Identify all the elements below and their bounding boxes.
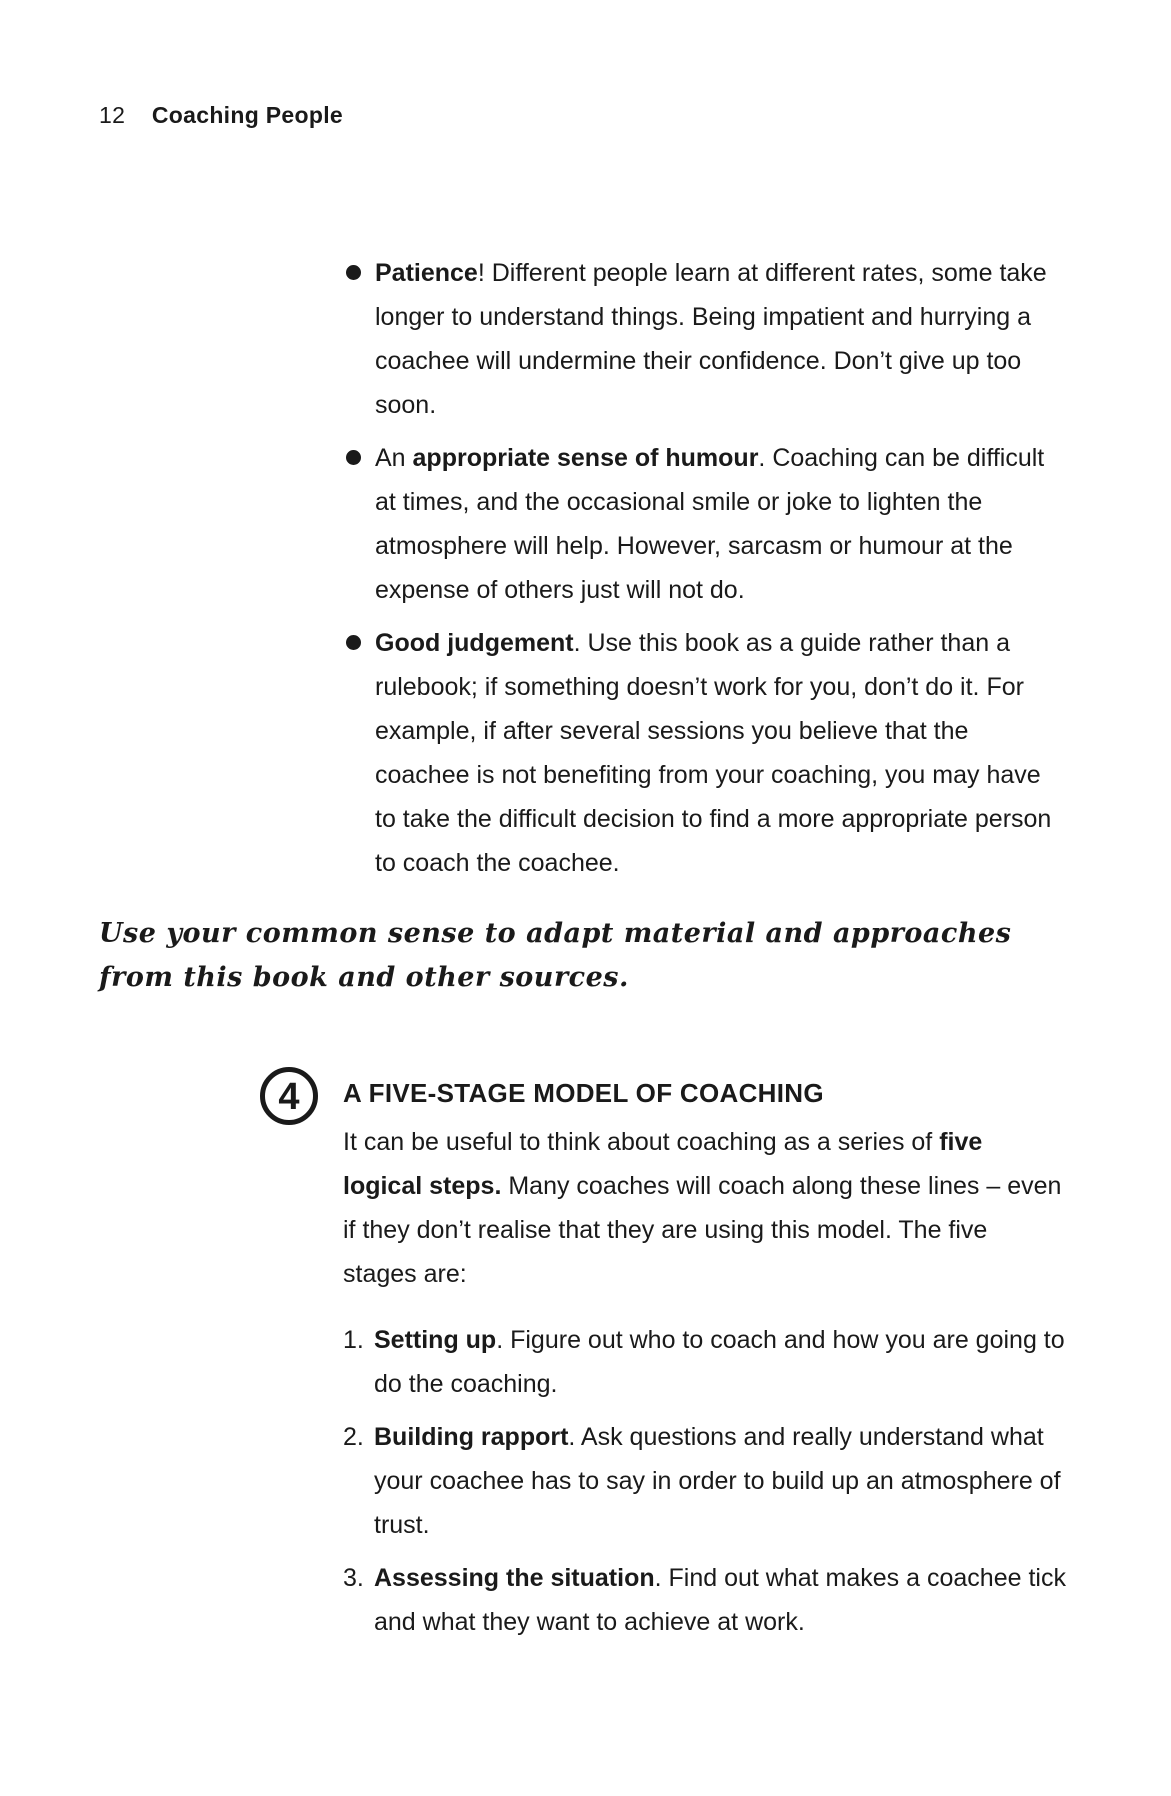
section-heading: A FIVE-STAGE MODEL OF COACHING bbox=[343, 1078, 824, 1108]
term: Patience bbox=[375, 259, 478, 287]
term: appropriate sense of humour bbox=[412, 444, 759, 472]
list-item: Patience! Different people learn at different rates, some take longer to understand things. Being impatient and hurrying a coachee will undermine their confidence. Don’t give up too soon. bbox=[346, 251, 1066, 427]
term: Building rapport bbox=[374, 1423, 569, 1451]
list-item: 2. Building rapport. Ask questions and really understand what your coachee has to say in order to build up an atmosphere of trust. bbox=[343, 1415, 1073, 1547]
list-item: Good judgement. Use this book as a guide rather than a rulebook; if something doesn’t work for you, don’t do it. For example, if after several sessions you believe that the coachee is not benefiting from your coaching, you may have to take the difficult decision to find a more appropriate person to coach the coachee. bbox=[346, 621, 1066, 885]
term: Setting up bbox=[374, 1326, 497, 1354]
list-item: An appropriate sense of humour. Coaching can be difficult at times, and the occasional smile or joke to lighten the atmosphere will help. However, sarcasm or humour at the expense of others just will not do. bbox=[346, 436, 1066, 612]
bullet-icon bbox=[346, 450, 361, 465]
running-head bbox=[99, 102, 343, 129]
pull-quote: Use your common sense to adapt material and approaches from this book and other sources. bbox=[99, 918, 1012, 993]
stages-list bbox=[343, 1318, 1073, 1653]
term: Good judgement bbox=[375, 629, 574, 657]
qualities-list bbox=[346, 251, 1066, 894]
emphasis: five logical steps. bbox=[343, 1128, 983, 1200]
term: Assessing the situation bbox=[374, 1564, 655, 1592]
item-number: 3. bbox=[343, 1564, 364, 1592]
page-number: 12 bbox=[99, 102, 126, 128]
section-intro: It can be useful to think about coaching as a series of five logical steps. Many coaches will coach along these lines – even if they don’t realise that they are using this model. The five stages are: bbox=[343, 1128, 1062, 1288]
bullet-icon bbox=[346, 635, 361, 650]
list-item: 1. Setting up. Figure out who to coach and how you are going to do the coaching. bbox=[343, 1318, 1073, 1406]
circled-number-4-icon bbox=[259, 1066, 319, 1126]
bullet-icon bbox=[346, 265, 361, 280]
item-number: 1. bbox=[343, 1326, 364, 1354]
book-title: Coaching People bbox=[151, 102, 343, 128]
list-item: 3. Assessing the situation. Find out what makes a coachee tick and what they want to achieve at work. bbox=[343, 1556, 1073, 1644]
item-number: 2. bbox=[343, 1423, 364, 1451]
svg-text:4: 4 bbox=[278, 1076, 300, 1118]
